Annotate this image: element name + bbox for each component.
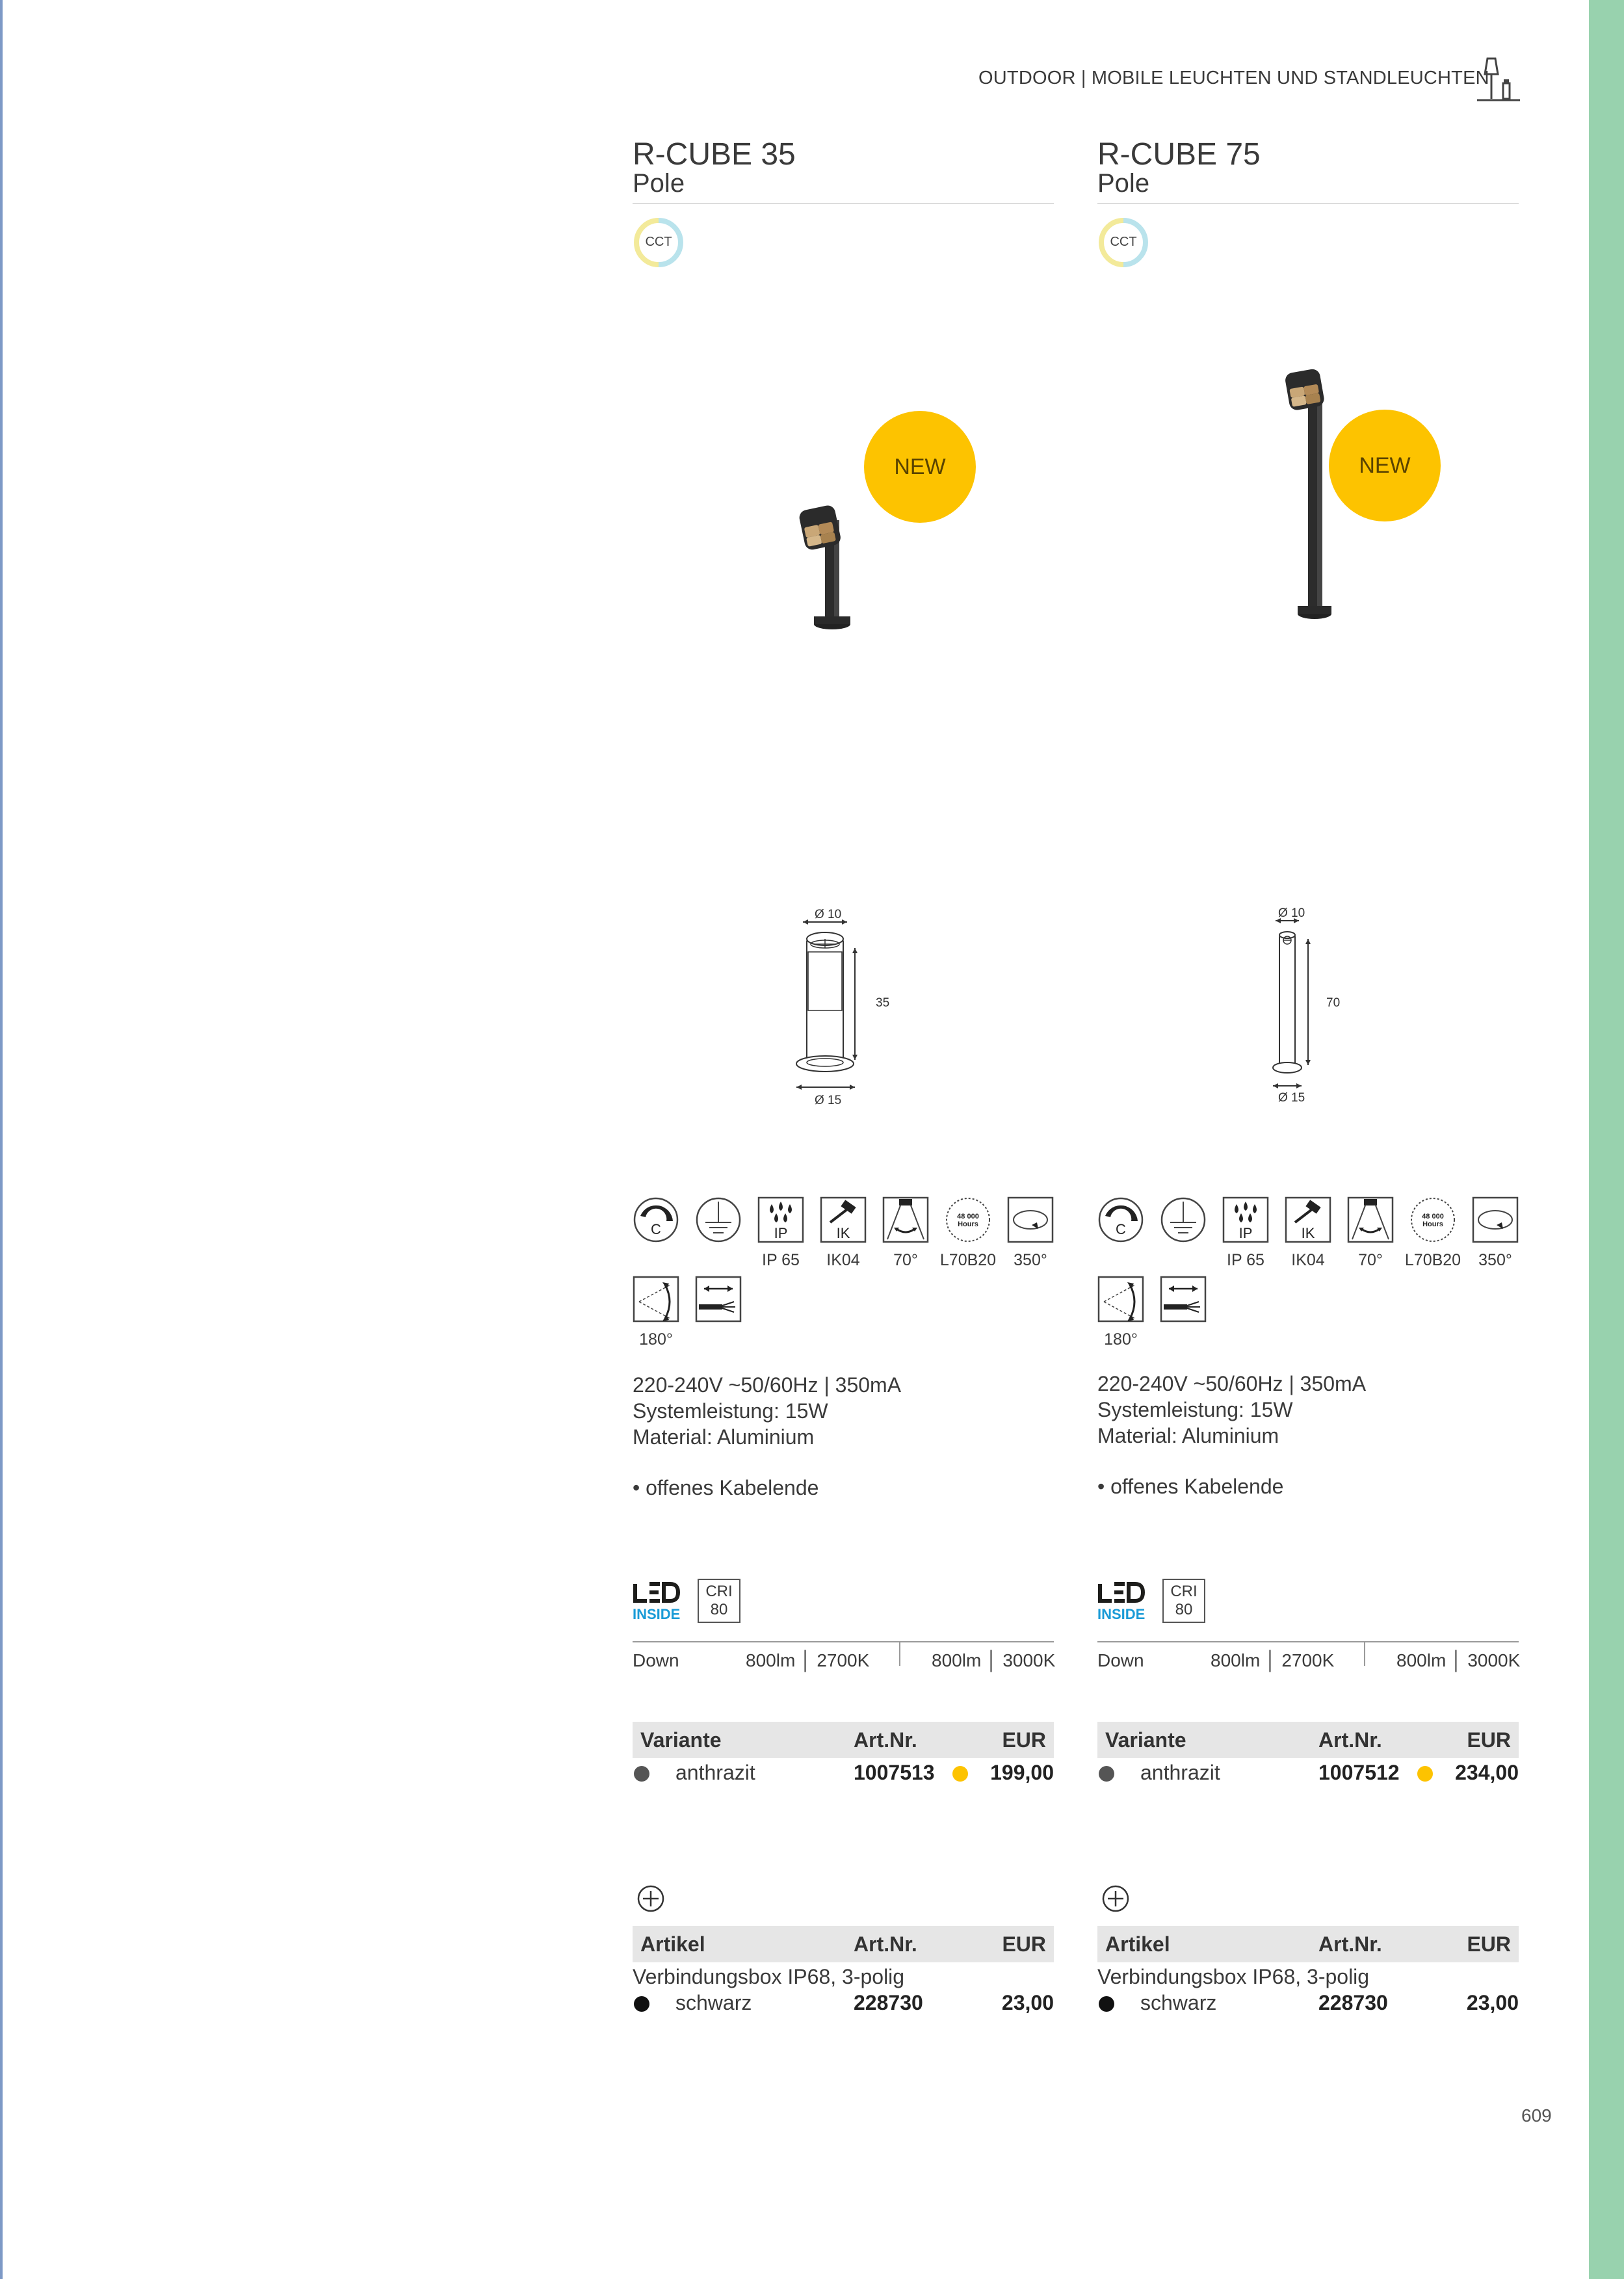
color-swatch-anthrazit (634, 1766, 649, 1782)
availability-dot (1417, 1766, 1433, 1782)
base-diameter-label: Ø 15 (1278, 1091, 1305, 1105)
accessory-art-nr: 228730 (854, 1991, 923, 2014)
svg-text:C: C (651, 1221, 661, 1237)
tilt-angle-icon (633, 1276, 679, 1323)
feature-icon-row (1097, 1196, 1534, 1274)
product-title: R-CUBE 75 (1097, 137, 1261, 172)
eur-col-header: EUR (1002, 1932, 1046, 1956)
ik-hammer-icon (820, 1196, 867, 1243)
ip-rating-icon (1222, 1196, 1269, 1243)
dimming-icon (1097, 1196, 1144, 1243)
flux-option-3000k: 800lm │ 3000K (1396, 1650, 1521, 1670)
spec-feature: • offenes Kabelende (1097, 1475, 1284, 1498)
flux-divider-line (1097, 1641, 1519, 1642)
accessory-table-header (1097, 1926, 1519, 1962)
spec-material: Material: Aluminium (1097, 1424, 1279, 1447)
spec-material: Material: Aluminium (633, 1425, 815, 1449)
accessory-color: schwarz (675, 1991, 752, 2014)
lifetime-label: L70B20 (939, 1251, 997, 1269)
cct-label: CCT (1110, 235, 1137, 249)
artikel-col-header: Artikel (640, 1932, 705, 1956)
variant-name: anthrazit (675, 1761, 755, 1784)
svg-text:IP: IP (1238, 1225, 1253, 1241)
cable-end-icon (695, 1276, 742, 1323)
svg-text:48 000: 48 000 (1422, 1213, 1444, 1220)
accessory-color: schwarz (1140, 1991, 1217, 2014)
variant-col-header: Variante (640, 1728, 722, 1752)
ik-rating-label: IK04 (826, 1251, 860, 1269)
cct-badge (1097, 217, 1149, 269)
ip-rating-label: IP 65 (762, 1251, 800, 1269)
availability-dot (952, 1766, 968, 1782)
feature-dimming (633, 1196, 695, 1274)
height-label: 70 (1326, 996, 1341, 1010)
section-header: OUTDOOR | MOBILE LEUCHTEN UND STANDLEUCHTEN (978, 68, 1489, 88)
ip-rating-icon (757, 1196, 804, 1243)
eur-col-header: EUR (1467, 1932, 1511, 1956)
top-diameter-label: Ø 10 (815, 908, 842, 921)
flux-option-2700k: 800lm │ 2700K (1211, 1650, 1335, 1670)
variant-price: 234,00 (1455, 1761, 1519, 1784)
beam-angle-label: 70° (1358, 1251, 1383, 1269)
tilt-label: 180° (1104, 1330, 1138, 1349)
product-subtitle: Pole (1097, 169, 1150, 198)
dimension-drawing (1266, 913, 1331, 1101)
variant-col-header: Variante (1105, 1728, 1186, 1752)
accessory-plus-icon (636, 1884, 665, 1913)
accessory-plus-icon (1101, 1884, 1130, 1913)
left-edge-line (0, 0, 3, 2279)
svg-text:48 000: 48 000 (957, 1213, 979, 1220)
artnr-col-header: Art.Nr. (854, 1728, 917, 1752)
accessory-price: 23,00 (1466, 1991, 1519, 2014)
feature-dimming (1097, 1196, 1160, 1274)
color-swatch-anthrazit (1099, 1766, 1114, 1782)
feature-rotation (1007, 1196, 1069, 1274)
led-inside-label: INSIDE (1097, 1606, 1146, 1622)
svg-text:IK: IK (1301, 1225, 1315, 1241)
feature-rotation (1472, 1196, 1534, 1274)
feature-tilt (1097, 1276, 1160, 1354)
artikel-col-header: Artikel (1105, 1932, 1170, 1956)
title-divider (1097, 203, 1519, 204)
variant-art-nr: 1007513 (854, 1761, 935, 1784)
svg-text:IK: IK (836, 1225, 850, 1241)
dimming-icon (633, 1196, 679, 1243)
eur-col-header: EUR (1467, 1728, 1511, 1752)
page-number: 609 (1521, 2105, 1552, 2126)
lifetime-hours-icon (945, 1196, 991, 1243)
cri-value: 80 (1175, 1601, 1193, 1618)
svg-text:Hours: Hours (958, 1220, 978, 1228)
chapter-color-strip (1589, 0, 1624, 2279)
variant-price: 199,00 (990, 1761, 1054, 1784)
product-subtitle: Pole (633, 169, 685, 198)
cct-badge (633, 217, 685, 269)
top-diameter-label: Ø 10 (1278, 906, 1305, 920)
accessory-art-nr: 228730 (1318, 1991, 1388, 2014)
spec-feature: • offenes Kabelende (633, 1476, 819, 1499)
flux-divider-line (633, 1641, 1054, 1642)
new-badge: NEW (1329, 410, 1441, 521)
dimension-drawing (795, 916, 873, 1098)
product-title: R-CUBE 35 (633, 137, 796, 172)
flux-direction: Down (1097, 1650, 1144, 1670)
variant-art-nr: 1007512 (1318, 1761, 1400, 1784)
cri-badge (1162, 1579, 1205, 1623)
variant-table-header (1097, 1722, 1519, 1758)
cri-label: CRI (705, 1583, 733, 1600)
led-inside-label: INSIDE (633, 1606, 681, 1622)
svg-text:C: C (1116, 1221, 1126, 1237)
artnr-col-header: Art.Nr. (1318, 1728, 1382, 1752)
spec-voltage: 220-240V ~50/60Hz | 350mA (1097, 1372, 1367, 1395)
spec-power: Systemleistung: 15W (1097, 1398, 1293, 1421)
rotation-icon (1472, 1196, 1519, 1243)
earth-ground-icon (695, 1196, 742, 1243)
tilt-angle-icon (1097, 1276, 1144, 1323)
cable-end-icon (1160, 1276, 1207, 1323)
product-column-r-cube-35 (633, 0, 1055, 2279)
feature-cable-end (1160, 1276, 1222, 1354)
beam-angle-icon (882, 1196, 929, 1243)
cri-value: 80 (710, 1601, 728, 1618)
ip-rating-label: IP 65 (1227, 1251, 1264, 1269)
ik-hammer-icon (1285, 1196, 1331, 1243)
led-inside-logo (633, 1581, 682, 1622)
cri-badge (698, 1579, 740, 1623)
spec-voltage: 220-240V ~50/60Hz | 350mA (633, 1373, 902, 1397)
artnr-col-header: Art.Nr. (1318, 1932, 1382, 1956)
flux-column-divider (1364, 1642, 1365, 1666)
cct-label: CCT (645, 235, 672, 249)
spec-power: Systemleistung: 15W (633, 1399, 828, 1423)
artnr-col-header: Art.Nr. (854, 1932, 917, 1956)
color-swatch-schwarz (1099, 1996, 1114, 2012)
lifetime-label: L70B20 (1404, 1251, 1461, 1269)
beam-angle-icon (1347, 1196, 1394, 1243)
feature-icon-row (633, 1196, 1069, 1274)
feature-tilt (633, 1276, 695, 1354)
earth-ground-icon (1160, 1196, 1207, 1243)
led-inside-logo (1097, 1581, 1147, 1622)
feature-icon-row-2 (633, 1276, 757, 1354)
svg-text:Hours: Hours (1422, 1220, 1443, 1228)
accessory-table-header (633, 1926, 1054, 1962)
new-badge: NEW (864, 411, 976, 523)
base-diameter-label: Ø 15 (815, 1094, 842, 1107)
rotation-icon (1007, 1196, 1054, 1243)
product-photo (795, 501, 867, 631)
led-icon (1097, 1581, 1147, 1605)
ik-rating-label: IK04 (1291, 1251, 1325, 1269)
variant-table-header (633, 1722, 1054, 1758)
product-photo (1279, 364, 1344, 624)
cri-label: CRI (1170, 1583, 1198, 1600)
height-label: 35 (876, 996, 890, 1010)
rotation-label: 350° (1014, 1251, 1047, 1269)
beam-angle-label: 70° (893, 1251, 918, 1269)
flux-column-divider (899, 1642, 900, 1666)
title-divider (633, 203, 1054, 204)
led-icon (633, 1581, 682, 1605)
tilt-label: 180° (639, 1330, 673, 1349)
lifetime-hours-icon (1409, 1196, 1456, 1243)
flux-option-3000k: 800lm │ 3000K (932, 1650, 1056, 1670)
flux-option-2700k: 800lm │ 2700K (746, 1650, 870, 1670)
accessory-item-name: Verbindungsbox IP68, 3-polig (1097, 1965, 1370, 1988)
svg-text:IP: IP (774, 1225, 788, 1241)
product-column-r-cube-75 (1097, 0, 1520, 2279)
flux-direction: Down (633, 1650, 679, 1670)
eur-col-header: EUR (1002, 1728, 1046, 1752)
feature-icon-row-2 (1097, 1276, 1222, 1354)
variant-name: anthrazit (1140, 1761, 1220, 1784)
accessory-item-name: Verbindungsbox IP68, 3-polig (633, 1965, 905, 1988)
color-swatch-schwarz (634, 1996, 649, 2012)
feature-cable-end (695, 1276, 757, 1354)
rotation-label: 350° (1478, 1251, 1512, 1269)
accessory-price: 23,00 (1001, 1991, 1054, 2014)
